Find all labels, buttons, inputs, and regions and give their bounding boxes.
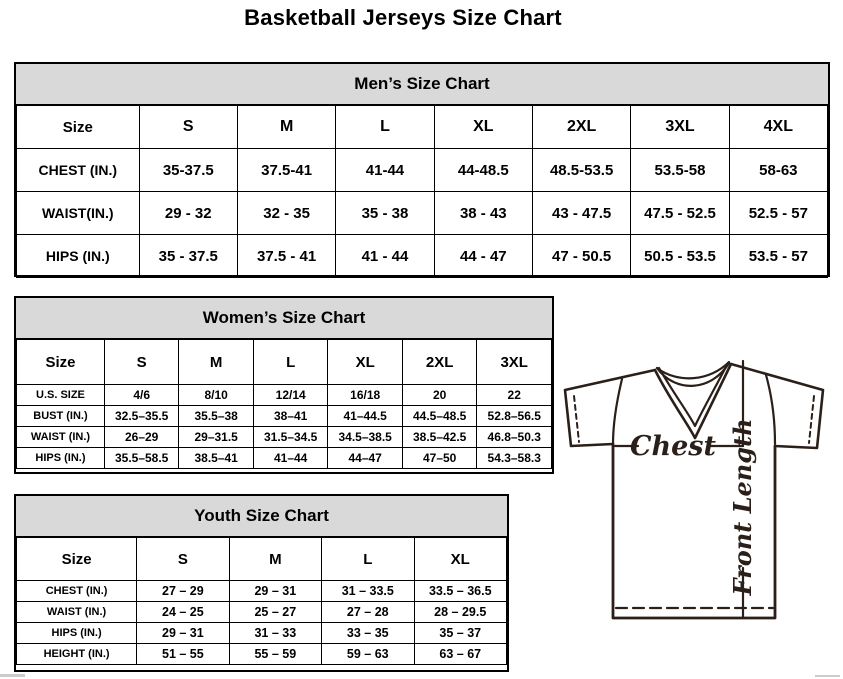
- womens-size-table: [16, 339, 552, 469]
- cell-value: 32 - 35: [237, 192, 335, 235]
- column-header: 4XL: [729, 106, 827, 149]
- cell-value: 35-37.5: [139, 149, 237, 192]
- jersey-left-armhole-seam: [613, 379, 622, 444]
- column-header: M: [179, 340, 254, 385]
- cell-value: 38.5–42.5: [402, 427, 477, 448]
- row-label: HIPS (IN.): [17, 623, 137, 644]
- column-header: 2XL: [532, 106, 630, 149]
- cell-value: 31 – 33: [229, 623, 321, 644]
- cell-value: 44–47: [328, 448, 403, 469]
- cell-value: 25 – 27: [229, 602, 321, 623]
- womens-chart-title: Women’s Size Chart: [16, 298, 552, 339]
- cell-value: 59 – 63: [322, 644, 414, 665]
- jersey-right-armhole-seam: [766, 375, 775, 444]
- column-header: 2XL: [402, 340, 477, 385]
- mens-chart-title: Men’s Size Chart: [16, 64, 828, 105]
- column-header: S: [104, 340, 179, 385]
- cell-value: 35 - 38: [336, 192, 434, 235]
- cell-value: 46.8–50.3: [477, 427, 552, 448]
- cell-value: 63 – 67: [414, 644, 507, 665]
- cell-value: 50.5 - 53.5: [631, 235, 729, 278]
- cell-value: 53.5 - 57: [729, 235, 827, 278]
- column-header: M: [229, 538, 321, 581]
- column-header: L: [253, 340, 328, 385]
- youth-chart-title: Youth Size Chart: [16, 496, 507, 537]
- cell-value: 34.5–38.5: [328, 427, 403, 448]
- row-label: WAIST (IN.): [17, 602, 137, 623]
- cell-value: 8/10: [179, 385, 254, 406]
- cell-value: 29 – 31: [229, 581, 321, 602]
- cell-value: 37.5 - 41: [237, 235, 335, 278]
- cell-value: 38–41: [253, 406, 328, 427]
- cell-value: 52.5 - 57: [729, 192, 827, 235]
- row-label: U.S. SIZE: [17, 385, 105, 406]
- front-length-label: Front Length: [728, 418, 757, 596]
- table-header-row: [17, 106, 828, 149]
- column-header: 3XL: [631, 106, 729, 149]
- cell-value: 52.8–56.5: [477, 406, 552, 427]
- row-label: WAIST (IN.): [17, 427, 105, 448]
- cell-value: 41–44: [253, 448, 328, 469]
- cell-value: 35 – 37: [414, 623, 507, 644]
- page-title: Basketball Jerseys Size Chart: [244, 5, 562, 30]
- column-header: L: [336, 106, 434, 149]
- table-row: [17, 602, 507, 623]
- table-row: [17, 581, 507, 602]
- column-header: 3XL: [477, 340, 552, 385]
- cell-value: 24 – 25: [137, 602, 229, 623]
- column-header: M: [237, 106, 335, 149]
- cell-value: 37.5-41: [237, 149, 335, 192]
- cell-value: 35.5–58.5: [104, 448, 179, 469]
- row-label: BUST (IN.): [17, 406, 105, 427]
- cell-value: 41 - 44: [336, 235, 434, 278]
- cell-value: 29 – 31: [137, 623, 229, 644]
- row-label: HIPS (IN.): [17, 448, 105, 469]
- mens-size-chart: [14, 62, 830, 277]
- row-label: CHEST (IN.): [17, 149, 140, 192]
- table-header-row: [17, 340, 552, 385]
- womens-size-chart: [14, 296, 554, 474]
- cell-value: 58-63: [729, 149, 827, 192]
- cell-value: 44 - 47: [434, 235, 532, 278]
- column-header: Size: [17, 106, 140, 149]
- table-row: [17, 448, 552, 469]
- scrollbar-fragment-right: [815, 675, 840, 677]
- cell-value: 41–44.5: [328, 406, 403, 427]
- column-header: Size: [17, 340, 105, 385]
- column-header: XL: [414, 538, 507, 581]
- table-row: [17, 192, 828, 235]
- chest-label: Chest: [630, 431, 716, 462]
- row-label: CHEST (IN.): [17, 581, 137, 602]
- mens-size-table: [16, 105, 828, 278]
- cell-value: 35 - 37.5: [139, 235, 237, 278]
- table-row: [17, 235, 828, 278]
- cell-value: 31.5–34.5: [253, 427, 328, 448]
- cell-value: 35.5–38: [179, 406, 254, 427]
- jersey-left-cuff-dashes: [574, 396, 579, 442]
- youth-size-chart: [14, 494, 509, 672]
- table-row: [17, 385, 552, 406]
- cell-value: 47–50: [402, 448, 477, 469]
- cell-value: 26–29: [104, 427, 179, 448]
- cell-value: 38.5–41: [179, 448, 254, 469]
- cell-value: 12/14: [253, 385, 328, 406]
- cell-value: 33 – 35: [322, 623, 414, 644]
- column-header: L: [322, 538, 414, 581]
- table-header-row: [17, 538, 507, 581]
- cell-value: 28 – 29.5: [414, 602, 507, 623]
- cell-value: 43 - 47.5: [532, 192, 630, 235]
- cell-value: 4/6: [104, 385, 179, 406]
- cell-value: 32.5–35.5: [104, 406, 179, 427]
- cell-value: 44.5–48.5: [402, 406, 477, 427]
- cell-value: 41-44: [336, 149, 434, 192]
- cell-value: 47.5 - 52.5: [631, 192, 729, 235]
- table-row: [17, 427, 552, 448]
- table-row: [17, 623, 507, 644]
- table-row: [17, 149, 828, 192]
- cell-value: 53.5-58: [631, 149, 729, 192]
- column-header: XL: [328, 340, 403, 385]
- row-label: HIPS (IN.): [17, 235, 140, 278]
- cell-value: 27 – 28: [322, 602, 414, 623]
- table-row: [17, 406, 552, 427]
- jersey-diagram: [558, 356, 841, 626]
- cell-value: 38 - 43: [434, 192, 532, 235]
- column-header: S: [139, 106, 237, 149]
- cell-value: 33.5 – 36.5: [414, 581, 507, 602]
- column-header: XL: [434, 106, 532, 149]
- cell-value: 31 – 33.5: [322, 581, 414, 602]
- cell-value: 22: [477, 385, 552, 406]
- cell-value: 51 – 55: [137, 644, 229, 665]
- youth-size-table: [16, 537, 507, 665]
- table-row: [17, 644, 507, 665]
- row-label: WAIST(IN.): [17, 192, 140, 235]
- column-header: Size: [17, 538, 137, 581]
- cell-value: 55 – 59: [229, 644, 321, 665]
- cell-value: 20: [402, 385, 477, 406]
- cell-value: 29–31.5: [179, 427, 254, 448]
- scrollbar-fragment-left: [0, 674, 25, 677]
- jersey-right-cuff-dashes: [809, 396, 814, 443]
- cell-value: 16/18: [328, 385, 403, 406]
- cell-value: 27 – 29: [137, 581, 229, 602]
- cell-value: 29 - 32: [139, 192, 237, 235]
- cell-value: 47 - 50.5: [532, 235, 630, 278]
- column-header: S: [137, 538, 229, 581]
- cell-value: 48.5-53.5: [532, 149, 630, 192]
- cell-value: 54.3–58.3: [477, 448, 552, 469]
- cell-value: 44-48.5: [434, 149, 532, 192]
- row-label: HEIGHT (IN.): [17, 644, 137, 665]
